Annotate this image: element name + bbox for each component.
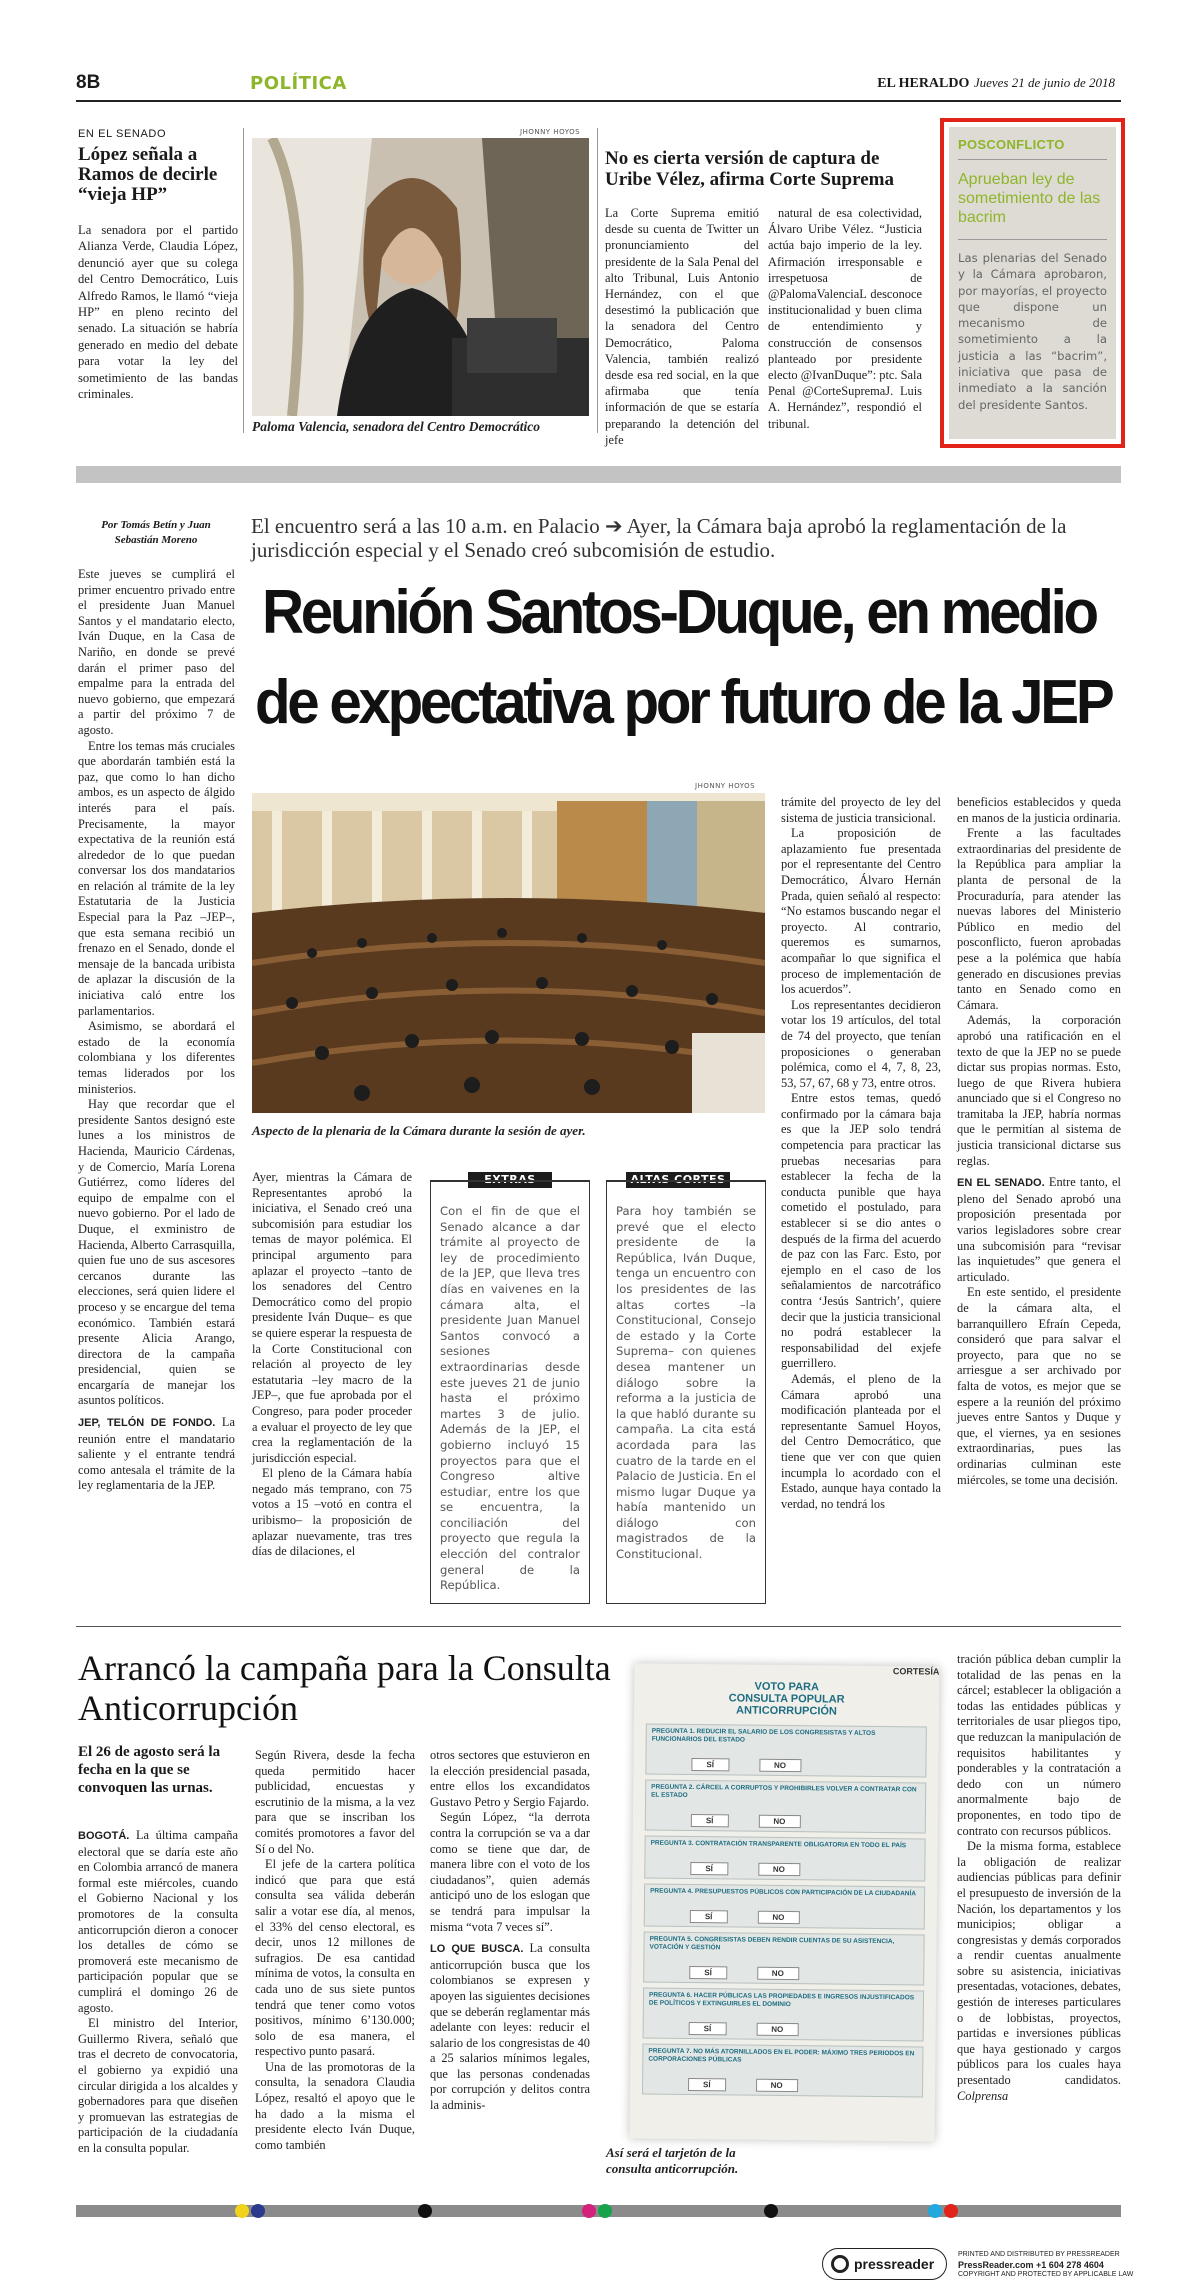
ballot-yes-box[interactable]: SÍ [689,1966,727,1979]
main-left-p1: Este jueves se cumplirá el primer encuentro privado entre el presidente Juan Manuel Santos y el mandatario electo, Iván Duque, en la Casa de Nariño, en donde se prevé darán el primer paso del empalme para la entrada del nuevo gobierno, que empezará a partir del próximo 7 de agosto. [78,567,235,737]
sidebar-kicker: POSCONFLICTO [958,137,1065,152]
ballot-yes-box[interactable]: SÍ [690,1862,728,1875]
page-number: 8B [76,72,101,93]
ballot-no-box[interactable]: NO [757,1967,799,1980]
ballot-options [650,1910,919,1926]
ballot-no-box[interactable]: NO [757,1911,799,1924]
registration-dot-yellow [235,2204,249,2218]
pressreader-line-2[interactable]: PressReader.com +1 604 278 4604 [958,2260,1104,2270]
main-col4-runin-text: Entre tanto, el pleno del Senado aprobó una proposición presentada por varios legisladores sobre crear una subcomisión para “revisar las inquietudes” que genera el articulado. [957,1175,1121,1284]
main-col4-p4 [957,1175,1121,1285]
ballot-no-box[interactable]: NO [759,1759,801,1772]
bottom-col1-p1 [78,1828,238,2016]
ballot-image [630,1663,940,2141]
paper-name: EL HERALDO [877,76,970,91]
top-divider-2 [597,128,598,433]
ballot-yes-box[interactable]: SÍ [691,1814,729,1827]
bottom-col3-runin: LO QUE BUSCA. [430,1943,524,1956]
top-photo-caption: Paloma Valencia, senadora del Centro Democrático [252,419,540,434]
pressreader-line-3: COPYRIGHT AND PROTECTED BY APPLICABLE LAW [958,2271,1134,2278]
registration-dot-red [944,2204,958,2218]
posconflicto-sidebar [940,118,1125,448]
main-col3-p5: Además, el pleno de la Cámara aprobó una modificación planteada por el representante Samuel Hoyos, del Centro Democrático, que tiene que ver con que quien incumpla lo acordado con el Estado, aunque haya contado la verdad, no tendrá los [781,1371,941,1511]
ballot-title-3: ANTICORRUPCIÓN [736,1704,837,1718]
pressreader-info [958,2250,1133,2280]
bottom-col3 [430,1748,590,2114]
ballot-question-text: PREGUNTA 6. HACER PÚBLICAS LAS PROPIEDADES E INGRESOS INJUSTIFICADOS DE POLÍTICOS Y EXTINGUIRLES EL DOMINIO [648,1991,915,2009]
altas-cortes-label: ALTAS CORTES [626,1172,730,1188]
altas-cortes-text: Para hoy también se prevé que el electo presidente de la República, Iván Duque, tenga un encuentro con los presidentes de las altas cortes –la Constitucional, Consejo de estado y la Corte Suprema– con quienes desea mantener un diálogo sobre la reforma a la justicia de la que habló durante su campaña. La cita está acordada para las cuatro de la tarde en el Palacio de Justicia. En el mismo lugar Duque ya había mantenido un diálogo con magistrados de la Constitucional. [616,1204,756,1562]
ballot-question [644,1884,925,1930]
ballot-question-text: PREGUNTA 1. REDUCIR EL SALARIO DE LOS CONGRESISTAS Y ALTOS FUNCIONARIOS DEL ESTADO [651,1727,876,1744]
ballot-no-box[interactable]: NO [756,2079,798,2092]
ballot-question [643,1988,925,2042]
ballot-question-text: PREGUNTA 3. CONTRATACIÓN TRANSPARENTE OBLIGATORIA EN TODO EL PAÍS [650,1839,907,1850]
bottom-col1-runin: BOGOTÁ. [78,1830,130,1842]
bottom-col3-runin-text: La consulta anticorrupción busca que los colombianos se expresen y apoyen las siguientes decisiones que se deberán reglamentar más adelante con leyes: reducir el salario de los congresistas de 40 a 25 salarios mínimos legales, que las personas condenadas por corrupción y delitos contra la adminis- [430,1941,591,2113]
ballot-question [642,2044,924,2098]
bottom-subhead: El 26 de agosto será la fecha en la que se convoquen las urnas. [78,1744,221,1796]
ballot-yes-box[interactable]: SÍ [688,2078,726,2091]
main-col4-p1: beneficios establecidos y queda en manos de la justicia ordinaria. [957,795,1121,825]
plenary-photo [252,793,765,1113]
top-photo-credit: JHONNY HOYOS [520,128,581,136]
main-headline-2: de expectativa por futuro de la JEP [255,668,1112,737]
main-headline-1: Reunión Santos-Duque, en medio [262,578,1096,647]
ballot-question-text: PREGUNTA 4. PRESUPUESTOS PÚBLICOS CON PARTICIPACIÓN DE LA CIUDADANÍA [650,1887,917,1898]
extras-text: Con el fin de que el Senado alcance a dar trámite al proyecto de ley de procedimiento de la JEP, que lleva tres días en vaivenes en la cámara alta, el presidente Juan Manuel Santos convocó a sesiones extraordinarias desde este jueves 21 de junio hasta el próximo martes 3 de julio. Además de la JEP, el gobierno incluyó 15 proyectos para que el Congreso altive estudiar, entre los que se encuentra, la conciliación del proyecto que regula la elección del contralor general de la República. [440,1204,580,1593]
ballot-options [651,1758,920,1774]
main-col4 [957,795,1121,1488]
ballot-no-box[interactable]: NO [756,2023,798,2036]
ballot-no-box[interactable]: NO [758,1815,800,1828]
registration-dot-magenta [582,2204,596,2218]
ballot-yes-box[interactable]: SÍ [691,1758,729,1771]
registration-dot-green [598,2204,612,2218]
main-left-p4: Hay que recordar que el presidente Santos designó este lunes a los ministros de Hacienda, Mauricio Cárdenas, y de Comercio, María Lorena Gutiérrez, como líderes del equipo de empalme con el nuevo gobierno. Por el lado de Duque, el exministro de Hacienda, Alberto Carrasquilla, quien fue uno de sus ascesores cercanos durante las elecciones, será quien lidere el proceso y se encargue del tema económico. También estará presente Alicia Arango, directora de la campaña presidencial, quien se encargaría de manejar los asuntos políticos. [78,1097,235,1408]
senado-kicker: EN EL SENADO [78,128,167,140]
bottom-col2 [255,1748,415,2153]
main-photo-caption: Aspecto de la plenaria de la Cámara durante la sesión de ayer. [252,1123,586,1138]
pressreader-badge[interactable] [822,2248,947,2280]
main-col4-runin: EN EL SENADO. [957,1177,1045,1190]
sidebar-kicker-rule [958,159,1107,160]
altas-cortes-box [606,1180,766,1604]
section-band [76,466,1121,483]
sidebar-body: Las plenarias del Senado y la Cámara aprobaron, por mayorías, el proyecto que dispone un mecanismo de sometimiento a la justicia a las “bacrim”, iniciativa que pasa de inmediato a la sanción del presidente Santos. [958,251,1107,412]
plenary-photo-art [252,793,765,1113]
bottom-col4-signature: Colprensa [957,2088,1009,2103]
ballot-yes-box[interactable]: SÍ [690,1910,728,1923]
main-col3-p4: Entre estos temas, quedó confirmado por la cámara baja es que la JEP solo tendrá competencia para practicar las pruebas necesarias para establecer la fecha de la conducta punible que haya cometido el postulado, para establecer si se dio antes o después de la firma del acuerdo de paz con las Farc. Esto, por ejemplo en el caso de los señalamientos de narcotráfico contra ‘Jesús Santrich’, quiere decir que la justicia transicional no podrá establecer la responsabilidad del exjefe guerrillero. [781,1091,941,1371]
main-col4-p5: En este sentido, el presidente de la cámara alta, el barranquillero Efraín Cepeda, consideró que para salvar el proyecto, para que no se arriesgue a ser archivado por falta de votos, es mejor que se espere a la reunión del próximo jueves entre Santos y Duque y que, el viernes, ya en sesiones extraordinarias, pues las ordinarias culminan este miércoles, se tome una decisión. [957,1285,1121,1487]
bottom-col2-p1: Según Rivera, desde la fecha queda permitido hacer publicidad, encuestas y escrutinio de la misma, a la vez para que se inscriban los comités promotores a favor del Sí o del No. [255,1748,415,1856]
ballot-question-text: PREGUNTA 5. CONGRESISTAS DEBEN RENDIR CUENTAS DE SU ASISTENCIA, VOTACIÓN Y GESTIÓN [649,1935,895,1952]
main-mid-p1: Ayer, mientras la Cámara de Representantes aprobó la iniciativa, el Senado creó una subcomisión para estudiar los temas de mayor polémica. El principal argumento para aplazar el proyecto –tanto de los senadores del Centro Democrático como del propio presidente Iván Duque– es que se quiere esperar la respuesta de la Corte Constitucional con relación al proyecto de ley estatutaria –ley macro de la JEP–, que fue aprobada por el Congreso, para poder proceder a evaluar el proyecto de ley que crea la reglamentación de la jurisdicción especial. [252,1170,412,1465]
ballot-corner: CORTESÍA [892,1666,940,1677]
ballot-options [650,1862,919,1878]
main-left-p5 [78,1415,235,1494]
main-col3-p3: Los representantes decidieron votar los 19 artículos, del total de 74 del proyecto, que tenían proposiciones o generaban polémica, como el 4, 7, 8, 23, 53, 57, 67, 68 y 73, entre otros. [781,997,941,1090]
extras-box [430,1180,590,1604]
ballot-question [645,1780,927,1834]
bottom-headline: Arrancó la campaña para la Consulta Anticorrupción [78,1648,611,1728]
bottom-col1-text: La última campaña electoral que se daría este año en Colombia arrancó de manera formal este miércoles, cuando el Gobierno Nacional y los promotores de la consulta anticorrupción dieron a conocer los detalles de cómo se promoverá este mecanismo de participación popular que se cumplirá el domingo 26 de agosto. [78,1828,238,2015]
ballot-question-text: PREGUNTA 7. NO MÁS ATORNILLADOS EN EL PODER: MÁXIMO TRES PERIODOS EN CORPORACIONES PÚBLICAS [648,2047,915,2064]
bottom-col2-p2: El jefe de la cartera política indicó que para que está consulta sea válida deberán salir a votar ese día, al menos, el 33% del censo electoral, es decir, unos 12 millones de sufragios. De esa cantidad mínima de votos, la consulta en cada uno de sus siete puntos tendrá que tener como votos positivos, mínimo 6’130.000; solo de esa manera, el respectivo punto pasará. [255,1857,415,2059]
bottom-col3-p1: otros sectores que estuvieron en la elección presidencial pasada, entre ellos los excandidatos Gustavo Petro y Sergio Fajardo. [430,1748,590,1809]
bottom-col4-p2 [957,1839,1121,2104]
bottom-col4 [957,1652,1121,2104]
sidebar-title-rule [958,239,1107,240]
pressreader-logo-text: pressreader [854,2256,935,2272]
corte-col2: natural de esa colectividad, Álvaro Uribe Vélez. “Justicia actúa bajo imperio de la ley. Afirmación irresponsable e irrespetuosa de @PalomaValenciaL desconoce institucionalidad y buen clima de entendimiento y construcción de consensos planteado por presidente electo @IvanDuque”: ptc. Sala Penal @CorteSupremaJ. Luis A. Hernández”, respondió el tribunal. [768,206,922,431]
section-label: POLÍTICA [250,73,347,94]
corte-col1: La Corte Suprema emitió desde su cuenta de Twitter un pronunciamiento del presidente de la Sala Penal del alto Tribunal, Luis Antonio Hernández, con el que desestimó la publicación que la senadora del Centro Democrático, Paloma Valencia, también realizó desde esa red social, en la que afirmaba que tenía información de que se estaría preparando la detención del jefe [605,206,759,447]
main-mid-p2: El pleno de la Cámara había negado más temprano, con 75 votos a 15 –votó en contra el uribismo– la proposición de aplazar nuevamente, tras tres días de dilaciones, el [252,1466,412,1559]
sidebar-panel [949,127,1116,439]
main-mid-column [252,1170,412,1560]
pressreader-line-1: PRINTED AND DISTRIBUTED BY PRESSREADER [958,2251,1120,2258]
byline: Por Tomás Betín y Juan Sebastián Moreno [101,519,211,546]
sidebar-title: Aprueban ley de sometimiento de las bacrim [958,171,1101,226]
main-left-column [78,567,235,1494]
senado-body: La senadora por el partido Alianza Verde, Claudia López, denunció ayer que su colega del Centro Democrático, Luis Alfredo Ramos, le llamó “vieja HP” en pleno recinto del senado. La situación se habría generado en medio del debate para votar la ley del sometimiento de las bandas criminales. [78,223,238,402]
senator-photo [252,138,589,416]
main-col4-p3: Además, la corporación aprobó una ratificación en el texto de que la JEP no se puede dictar sus propias normas. Esto, luego de que Rivera hubiera anunciado que si el Congreso no tramitaba la JEP, habría normas que le permitían al sistema de justicia transicional dictarse sus reglas. [957,1013,1121,1168]
ballot-title [646,1680,927,1719]
main-deck: El encuentro será a las 10 a.m. en Palacio ➔ Ayer, la Cámara baja aprobó la reglamentación de la jurisdicción especial y el Senado creó subcomisión de estudio. [251,514,1067,562]
ballot-options [649,2022,918,2038]
main-photo-credit: JHONNY HOYOS [695,782,756,790]
registration-dot-blue [251,2204,265,2218]
bottom-col3-p3 [430,1941,590,2114]
ballot-yes-box[interactable]: SÍ [689,2022,727,2035]
senator-photo-art [252,138,589,416]
bottom-col4-text: De la misma forma, establece la obligación de realizar audiencias públicas para definir el presupuesto de inversión de la Nación, los departamentos y los municipios; obligar a congresistas y demás corporados a rendir cuentas anualmente sobre su asistencia, iniciativas presentadas, votaciones, debates, gestión de intereses particulares o de lobbistas, proyectos, partidas e inversiones públicas que haya gestionado y cargos públicos para los cuales haya presentado candidatos. [957,1839,1121,2088]
masthead [850,75,1115,92]
main-col4-p2: Frente a las facultades extraordinarias del presidente de la República para ampliar la planta de personal de la Procuraduría, para atender las nuevas labores del Ministerio Público en medio del posconflicto, fueron aprobadas pese a la polémica que había generado en discusiones previas tanto en Senado como en Cámara. [957,826,1121,1012]
issue-date: Jueves 21 de junio de 2018 [973,75,1115,90]
main-col3 [781,795,941,1512]
main-left-runin-text: La reunión entre el mandatario saliente y el entrante tendrá como antesala el trámite de la ley reglamentaria de la JEP. [78,1415,235,1493]
main-left-runin: JEP, TELÓN DE FONDO. [78,1417,216,1430]
senado-title: López señala a Ramos de decirle “vieja HP” [78,144,218,205]
ballot-question [644,1836,925,1882]
main-col3-p2: La proposición de aplazamiento fue presentada por el representante del Centro Democrático, Álvaro Hernán Prada, quien señaló al respecto: “No estamos buscando negar el proyecto. Al contrario, queremos es sumarnos, acompañar lo que significa el proceso de implementación de los acuerdos”. [781,826,941,997]
ballot-caption: Así será el tarjetón de la consulta anticorrupción. [606,2145,739,2176]
top-divider-1 [243,128,244,433]
section-divider [76,1626,1121,1627]
registration-dot-cyan [928,2204,942,2218]
bottom-col2-p3: Una de las promotoras de la consulta, la senadora Claudia López, resaltó el apoyo que le ha dado a la misma el presidente electo Iván Duque, como también [255,2059,415,2152]
main-col3-p1: trámite del proyecto de ley del sistema de justicia transicional. [781,795,941,825]
header-rule [76,100,1121,102]
ballot-question [645,1724,927,1778]
ballot-question-text: PREGUNTA 2. CÁRCEL A CORRUPTOS Y PROHIBIRLES VOLVER A CONTRATAR CON EL ESTADO [651,1783,917,1799]
pressreader-logo-icon [831,2255,849,2273]
ballot-title-1: VOTO PARA [754,1680,820,1694]
ballot-options [651,1814,920,1830]
ballot-question [643,1932,925,1986]
main-left-p3: Asimismo, se abordará el estado de la economía colombiana y los diferentes temas liderados por los ministerios. [78,1019,235,1096]
ballot-options [648,2078,917,2094]
corte-title: No es cierta versión de captura de Uribe Vélez, afirma Corte Suprema [605,148,894,190]
bottom-col1-p2: El ministro del Interior, Guillermo Rivera, señaló que tras el decreto de convocatoria, el gobierno ya expidió una circular dirigida a los alcaldes y gobernadores para que diseñen y promuevan las estrategias de participación de la ciudadanía en la consulta popular. [78,2016,238,2155]
main-left-p2: Entre los temas más cruciales que abordarán también está la paz, que como lo han dicho ambos, es un aspecto de álgido interés para el país. Precisamente, la mayor expectativa de la reunión está alrededor de lo que puedan conversar los dos mandatarios en relación al trámite de la ley Estatutaria de la Justicia Especial para la Paz –JEP–, que esta semana recibió un frenazo en el Senado, donde el mensaje de la bancada uribista de aplazar la discusión de la iniciativa caló entre los parlamentarios. [78,738,235,1018]
ballot-title-2: CONSULTA POPULAR [728,1692,845,1706]
extras-label: EXTRAS [468,1172,552,1188]
ballot-questions [642,1724,927,2098]
bottom-col1 [78,1828,238,2156]
ballot-options [649,1966,918,1982]
bottom-col3-p2: Según López, “la derrota contra la corrupción se va a dar como se tiene que dar, de manera libre con el voto de los ciudadanos”, quien además anticipó uno de los eslogan que se tendrá para impulsar la misma “vota 7 veces sí”. [430,1810,590,1934]
registration-dot-black-2 [764,2204,778,2218]
ballot-no-box[interactable]: NO [758,1863,800,1876]
registration-dot-black-1 [418,2204,432,2218]
bottom-col4-p1: tración pública deban cumplir la totalidad de las penas en la cárcel; establecer la obligación a todas las entidades públicas y territoriales de usar pliegos tipo, que reduzcan la manipulación de requisitos habilitantes y ponderables y la contratación a dedo con un número anormalmente bajo de proponentes, en todo tipo de contrato con recursos públicos. [957,1652,1121,1838]
